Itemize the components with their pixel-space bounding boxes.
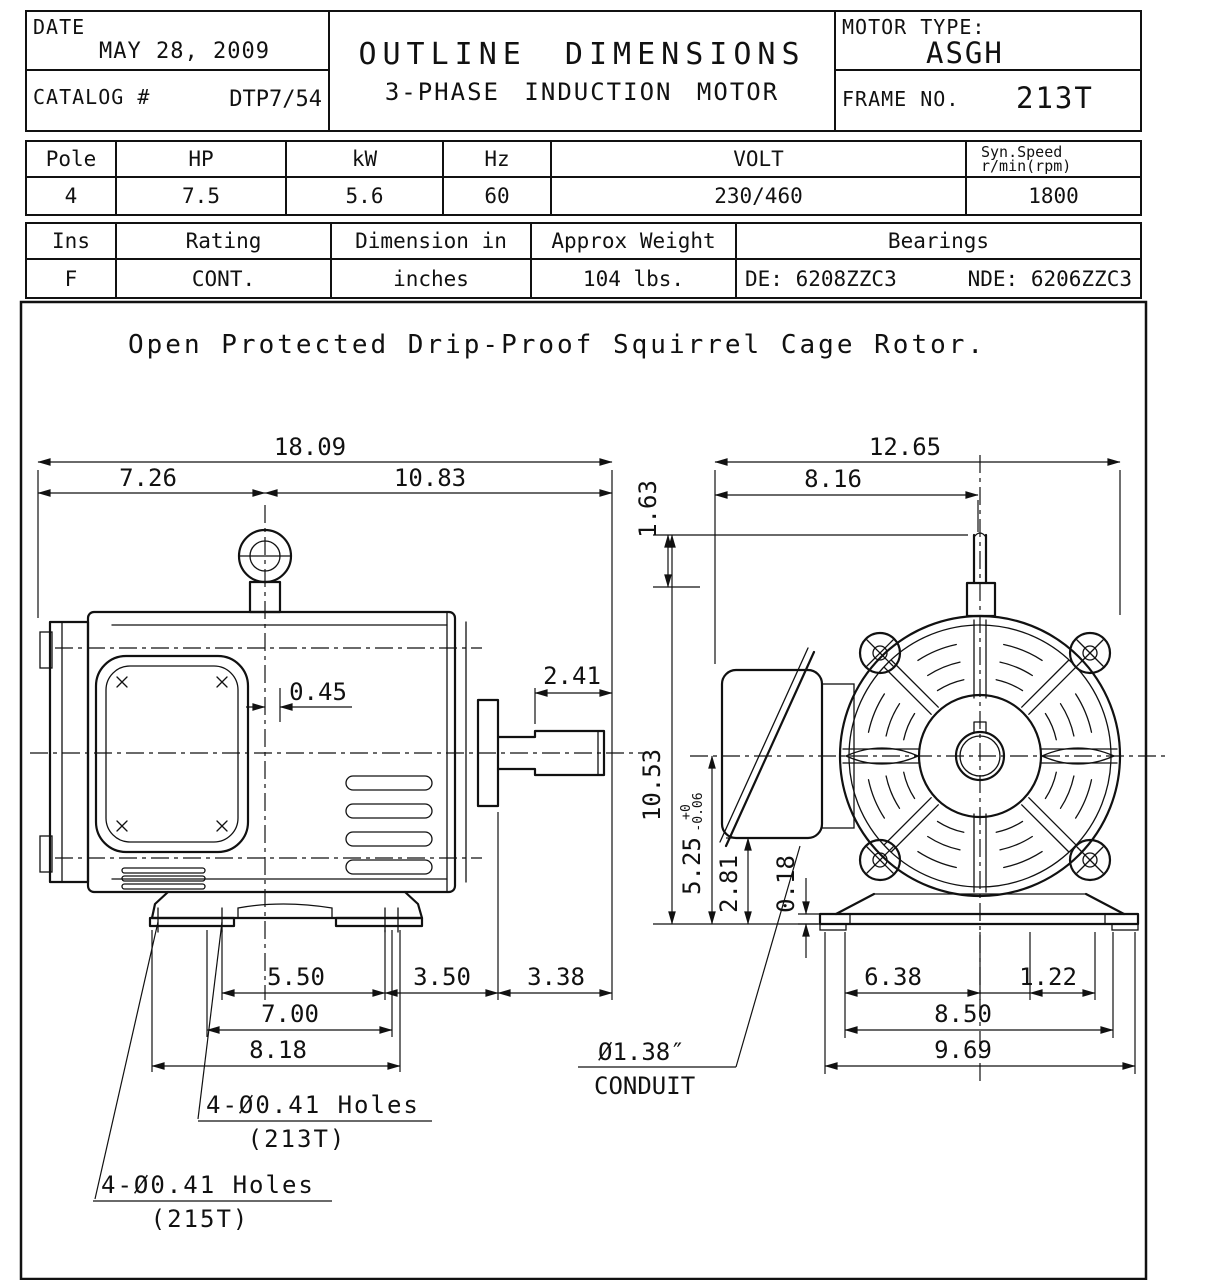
value-volt: 230/460 — [552, 178, 967, 214]
dim-box-to-eye: 8.16 — [804, 465, 862, 493]
dim-foot-to-boss: 3.50 — [413, 963, 471, 991]
catalog-label: CATALOG # — [33, 85, 151, 109]
bearing-nde: NDE: 6206ZZC3 — [967, 266, 1132, 291]
catalog-value: DTP7/54 — [229, 87, 322, 112]
col-header-hp: HP — [117, 142, 287, 178]
side-view-dimensions — [38, 433, 612, 1233]
col-header-rating: Rating — [117, 224, 332, 260]
dim-feet-length: 8.18 — [249, 1036, 307, 1064]
dim-overall-width: 12.65 — [868, 433, 942, 461]
date-label: DATE — [33, 15, 86, 39]
dim-boss-to-end: 3.38 — [527, 963, 585, 991]
dim-shaft-length: 2.41 — [543, 662, 601, 690]
dim-overall-height: 10.53 — [638, 748, 666, 822]
dim-rear-to-eye: 7.26 — [119, 464, 177, 492]
dim-foot-right: 1.22 — [1019, 963, 1077, 991]
dim-shaft-height: 5.25 — [678, 837, 706, 895]
value-syn-speed: 1800 — [1028, 184, 1079, 208]
dim-holes-213t: 5.50 — [267, 963, 325, 991]
cover-panel — [96, 656, 248, 852]
col-header-pole: Pole — [27, 142, 117, 178]
dim-box-bottom: 2.81 — [715, 855, 743, 913]
value-dimension: inches — [332, 260, 532, 297]
drawing-title: OUTLINE DIMENSIONS — [358, 36, 806, 72]
dim-shaft-height-tol-plus: +0 — [679, 804, 694, 820]
value-hp: 7.5 — [117, 178, 287, 214]
dim-foot-left: 6.38 — [864, 963, 922, 991]
motor-type-value: ASGH — [926, 36, 1004, 70]
drawing-border — [21, 302, 1146, 1279]
value-kw: 5.6 — [287, 178, 444, 214]
callout-215t-text: 4-Ø0.41 Holes — [101, 1171, 315, 1199]
value-rating: CONT. — [117, 260, 332, 297]
col-header-ins: Ins — [27, 224, 117, 260]
end-view-dimensions — [578, 433, 1135, 1100]
dim-base-width: 8.50 — [934, 1000, 992, 1028]
col-header-bearings: Bearings — [737, 224, 1140, 260]
value-ins: F — [27, 260, 117, 297]
dim-shaft-height-tol-minus: -0.06 — [691, 792, 706, 832]
holes-callout-213t — [198, 922, 432, 1153]
drawing-subtitle: 3-PHASE INDUCTION MOTOR — [384, 77, 780, 106]
callout-213t-frame: (213T) — [247, 1125, 347, 1153]
eye-bolt-end — [967, 533, 995, 616]
syn-speed-line1: Syn.Speed — [981, 143, 1063, 161]
end-view-motor — [690, 455, 1165, 1085]
col-header-hz: Hz — [444, 142, 552, 178]
mounting-feet — [150, 892, 422, 932]
dim-eye-height: 1.63 — [634, 480, 662, 538]
vent-slots — [122, 776, 432, 889]
value-weight: 104 lbs. — [532, 260, 737, 297]
col-header-volt: VOLT — [552, 142, 967, 178]
dim-pad-thickness: 0.18 — [772, 855, 800, 913]
dim-eye-offset: 0.45 — [289, 678, 347, 706]
conduit-diameter: Ø1.38″ — [598, 1038, 685, 1066]
frame-label: FRAME NO. — [842, 87, 960, 111]
frame-value: 213T — [1016, 81, 1094, 115]
motor-type-label: MOTOR TYPE: — [842, 15, 986, 39]
callout-213t-text: 4-Ø0.41 Holes — [206, 1091, 420, 1119]
dim-eye-to-shaft: 10.83 — [393, 464, 467, 492]
end-view-feet — [820, 894, 1138, 930]
callout-215t-frame: (215T) — [150, 1205, 250, 1233]
value-pole: 4 — [27, 178, 117, 214]
construction-note: Open Protected Drip-Proof Squirrel Cage Rotor. — [128, 330, 987, 360]
conduit-label: CONDUIT — [594, 1072, 696, 1100]
conduit-box — [720, 648, 854, 846]
value-hz: 60 — [444, 178, 552, 214]
bearing-de: DE: 6208ZZC3 — [745, 266, 897, 291]
col-header-weight: Approx Weight — [532, 224, 737, 260]
col-header-dimension: Dimension in — [332, 224, 532, 260]
dim-holes-215t: 7.00 — [261, 1000, 319, 1028]
side-view-motor — [30, 505, 645, 1000]
col-header-kw: kW — [287, 142, 444, 178]
date-value: MAY 28, 2009 — [99, 39, 270, 64]
dim-overall-length: 18.09 — [273, 433, 347, 461]
syn-speed-line2: r/min(rpm) — [981, 157, 1072, 175]
dim-base-full-width: 9.69 — [934, 1036, 992, 1064]
